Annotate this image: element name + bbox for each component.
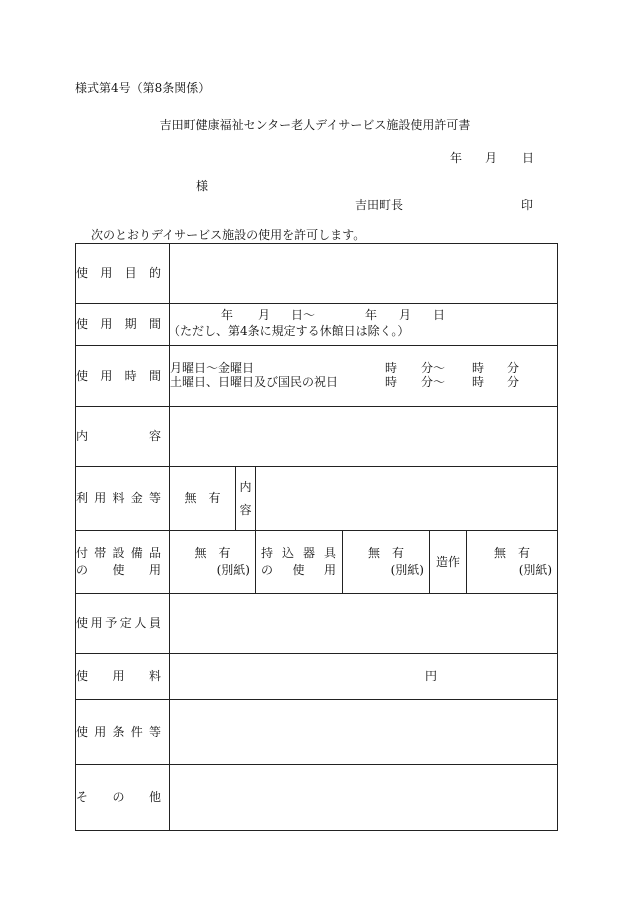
label-fee: 利 用 料 金 等 — [76, 467, 170, 531]
hours-weekend-h2: 時 — [472, 375, 485, 389]
row-period — [76, 304, 558, 346]
date-day: 日 — [522, 151, 535, 165]
row-equipment — [76, 531, 558, 594]
label-other: そ の 他 — [76, 765, 170, 831]
period-note: （ただし、第4条に規定する休館日は除く。） — [168, 324, 410, 339]
label-content: 内 容 — [76, 407, 170, 467]
permit-form-table — [75, 243, 558, 831]
fee-content-field[interactable] — [256, 467, 558, 531]
build-options[interactable] — [467, 531, 558, 594]
label-usage-fee: 使 用 料 — [76, 654, 170, 700]
label-build: 造作 — [430, 531, 467, 594]
attendees-field[interactable] — [170, 594, 558, 654]
seal-mark: 印 — [521, 198, 534, 212]
period-year-2: 年 — [365, 308, 378, 323]
equipment-attach: (別紙) — [216, 563, 250, 577]
label-conditions: 使 用 条 件 等 — [76, 700, 170, 765]
fee-content-label: 内 容 — [236, 467, 256, 531]
intro-text: 次のとおりデイサービス施設の使用を許可します。 — [91, 228, 366, 242]
period-day-1: 日～ — [291, 308, 316, 323]
issuer-name: 吉田町長 — [355, 198, 404, 212]
period-day-2: 日 — [433, 308, 446, 323]
hours-weekday-mto: 分～ — [421, 361, 446, 375]
purpose-field[interactable] — [170, 244, 558, 304]
hours-weekend-label: 土曜日、日曜日及び国民の祝日 — [170, 375, 339, 389]
usage-fee-field[interactable] — [170, 654, 558, 700]
row-hours — [76, 346, 558, 407]
hours-weekday-label: 月曜日～金曜日 — [170, 361, 255, 375]
build-attach: (別紙) — [518, 563, 553, 577]
label-attendees: 使 用 予 定 人 員 — [76, 594, 170, 654]
bringin-options[interactable] — [343, 531, 430, 594]
label-hours: 使 用 時 間 — [76, 346, 170, 407]
row-other — [76, 765, 558, 831]
row-conditions — [76, 700, 558, 765]
row-purpose — [76, 244, 558, 304]
hours-weekday-h: 時 — [385, 361, 398, 375]
period-month-1: 月 — [258, 308, 271, 323]
label-purpose-text: 使 用 目 的 — [76, 266, 161, 281]
hours-weekend-h: 時 — [385, 375, 398, 389]
content-field[interactable] — [170, 407, 558, 467]
conditions-field[interactable] — [170, 700, 558, 765]
date-year: 年 — [450, 151, 463, 165]
period-field[interactable] — [170, 304, 558, 346]
hours-weekend-m2: 分 — [507, 375, 520, 389]
build-options-text: 無 有 — [494, 546, 531, 561]
date-month: 月 — [485, 151, 498, 165]
document-title: 吉田町健康福祉センター老人デイサービス施設使用許可書 — [159, 118, 471, 132]
row-content — [76, 407, 558, 467]
hours-weekday-m2: 分 — [507, 361, 520, 375]
label-equipment: 付 帯 設 備 品 の 使 用 — [76, 531, 170, 594]
period-year-1: 年 — [221, 308, 234, 323]
form-number: 様式第4号（第8条関係） — [75, 81, 211, 95]
period-month-2: 月 — [399, 308, 412, 323]
row-fee — [76, 467, 558, 531]
label-bringin: 持 込 器 具 の 使 用 — [256, 531, 343, 594]
bringin-attach: (別紙) — [390, 563, 424, 577]
usage-fee-unit: 円 — [425, 669, 438, 684]
hours-weekend-mto: 分～ — [421, 375, 446, 389]
label-purpose — [76, 244, 170, 304]
row-usage-fee — [76, 654, 558, 700]
fee-options[interactable]: 無 有 — [170, 467, 236, 531]
label-period: 使 用 期 間 — [76, 304, 170, 346]
addressee-suffix: 様 — [196, 179, 209, 193]
bringin-options-text: 無 有 — [367, 546, 404, 561]
hours-weekday-h2: 時 — [472, 361, 485, 375]
hours-field[interactable] — [170, 346, 558, 407]
equipment-options[interactable] — [170, 531, 256, 594]
equipment-options-text: 無 有 — [194, 546, 231, 561]
row-attendees — [76, 594, 558, 654]
other-field[interactable] — [170, 765, 558, 831]
